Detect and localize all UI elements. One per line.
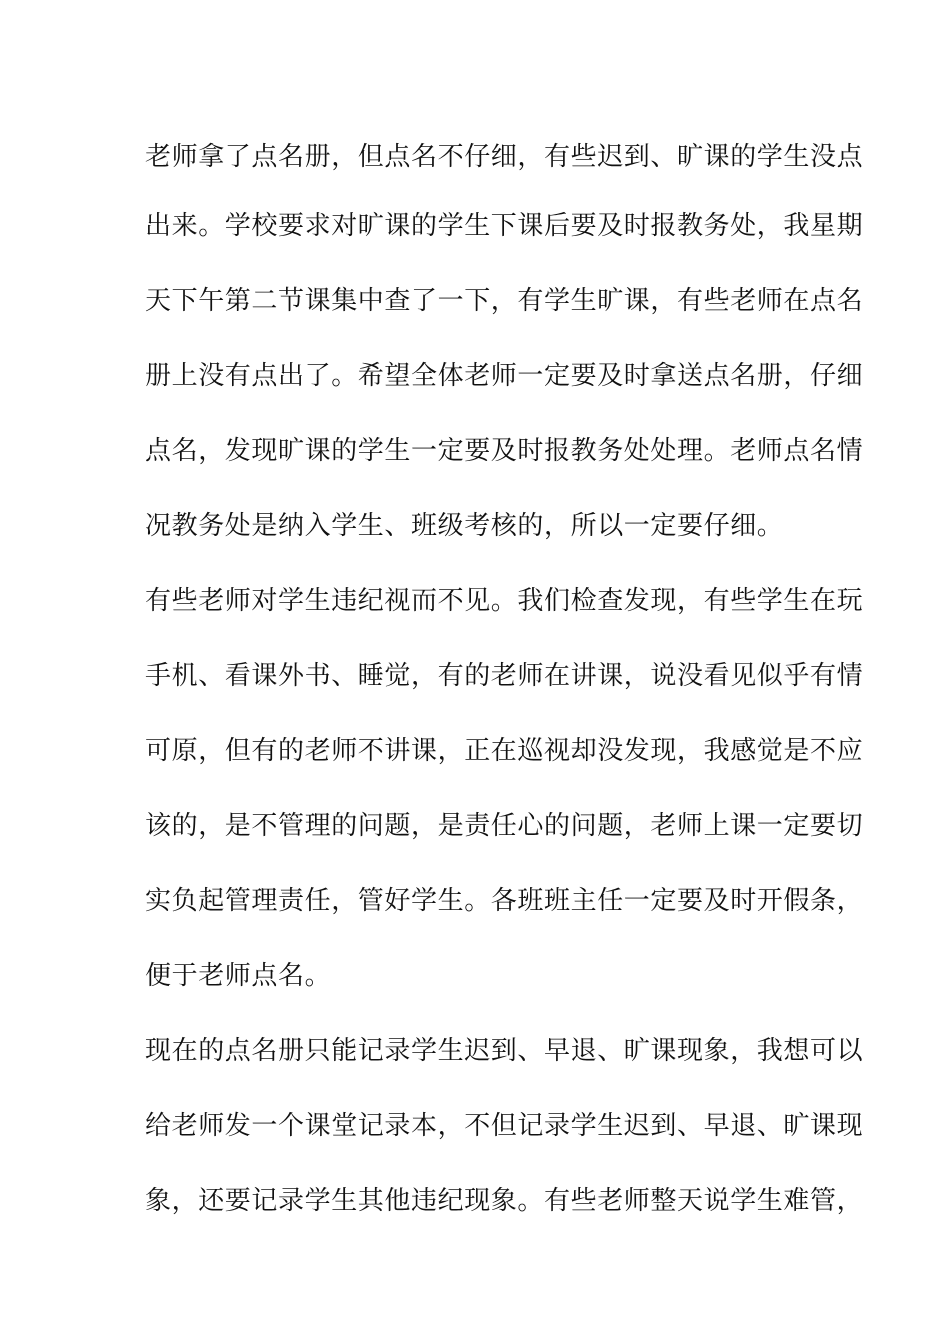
- text-line: 便于老师点名。: [145, 961, 332, 991]
- text-line: 该的，是不管理的问题，是责任心的问题，老师上课一定要切: [145, 811, 864, 841]
- text-line: 天下午第二节课集中查了一下，有学生旷课，有些老师在点名: [145, 286, 864, 316]
- text-line: 现在的点名册只能记录学生迟到、早退、旷课现象，我想可以: [145, 1036, 864, 1066]
- text-line: 况教务处是纳入学生、班级考核的，所以一定要仔细。: [145, 511, 784, 541]
- text-line: 可原，但有的老师不讲课，正在巡视却没发现，我感觉是不应: [145, 736, 864, 766]
- text-line: 实负起管理责任，管好学生。各班班主任一定要及时开假条，: [145, 886, 864, 916]
- text-line: 手机、看课外书、睡觉，有的老师在讲课，说没看见似乎有情: [145, 661, 864, 691]
- text-line: 给老师发一个课堂记录本，不但记录学生迟到、早退、旷课现: [145, 1111, 864, 1141]
- text-line: 象，还要记录学生其他违纪现象。有些老师整天说学生难管，: [145, 1186, 864, 1216]
- text-line: 册上没有点出了。希望全体老师一定要及时拿送点名册，仔细: [145, 361, 864, 391]
- text-line: 出来。学校要求对旷课的学生下课后要及时报教务处，我星期: [145, 211, 864, 241]
- text-line: 点名，发现旷课的学生一定要及时报教务处处理。老师点名情: [145, 436, 864, 466]
- text-line: 老师拿了点名册，但点名不仔细，有些迟到、旷课的学生没点: [145, 142, 864, 172]
- text-line: 有些老师对学生违纪视而不见。我们检查发现，有些学生在玩: [145, 586, 864, 616]
